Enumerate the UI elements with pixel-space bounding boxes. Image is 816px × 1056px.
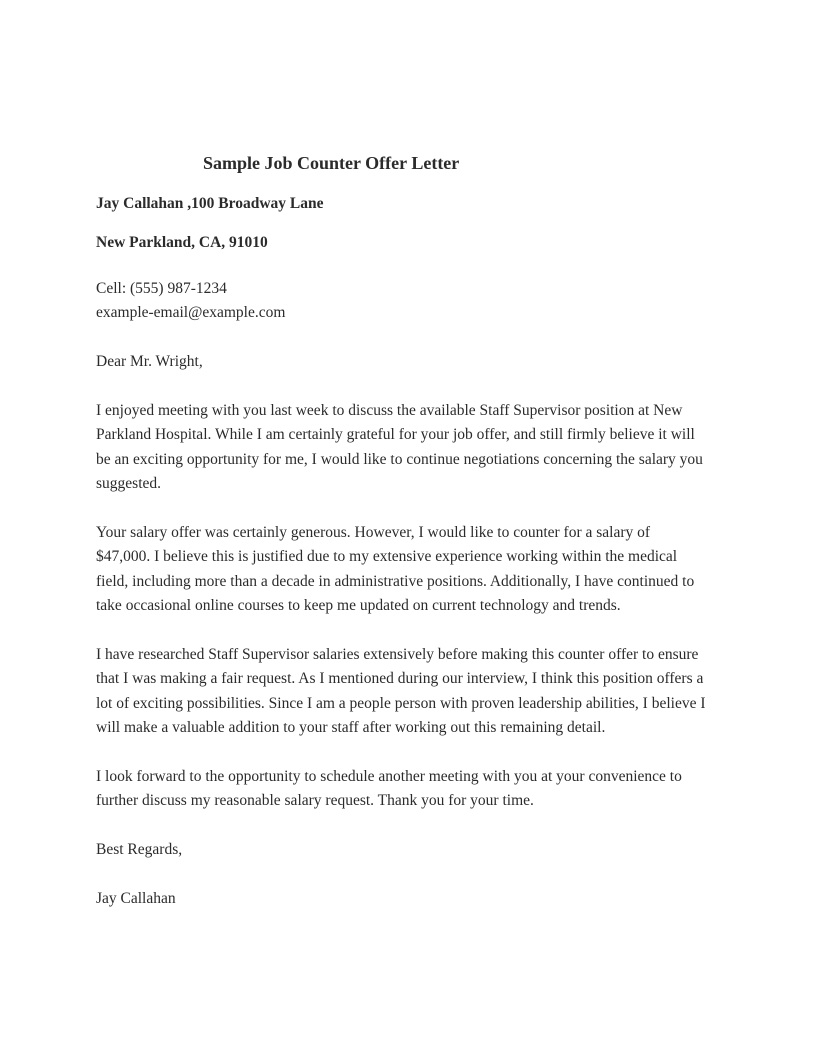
page-title: Sample Job Counter Offer Letter bbox=[203, 153, 460, 173]
paragraph-1: I enjoyed meeting with you last week to discuss the available Staff Supervisor position at New Parkland Hospital. While I am certainly grateful for your job offer, and still firmly believe it will be an exciting opportunity for me, I would like to continue negotiations concerning the salary you suggested. bbox=[96, 402, 703, 493]
paragraph-3: I have researched Staff Supervisor salaries extensively before making this counter offer to ensure that I was making a fair request. As I mentioned during our interview, I think this position offers a lot of exciting possibilities. Since I am a people person with proven leadership abilities, I believe I will make a valuable addition to your staff after working out this remaining detail. bbox=[96, 646, 706, 737]
sender-address-line2: New Parkland, CA, 91010 bbox=[96, 234, 268, 251]
letter-body bbox=[96, 277, 708, 936]
closing: Best Regards, bbox=[96, 841, 183, 859]
paragraph-4: I look forward to the opportunity to schedule another meeting with you at your convenience to further discuss my reasonable salary request. Thank you for your time. bbox=[96, 768, 682, 810]
salutation: Dear Mr. Wright, bbox=[96, 353, 203, 371]
paragraph-2: Your salary offer was certainly generous. However, I would like to counter for a salary of $47,000. I believe this is justified due to my extensive experience working within the medical field, including more than a decade in administrative positions. Additionally, I have continued to take occasional online courses to keep me updated on current technology and trends. bbox=[96, 524, 695, 615]
sender-address-line1: Jay Callahan ,100 Broadway Lane bbox=[96, 195, 324, 212]
sender-email: example-email@example.com bbox=[96, 304, 286, 322]
signature: Jay Callahan bbox=[96, 890, 176, 908]
sender-cell: Cell: (555) 987-1234 bbox=[96, 280, 227, 297]
